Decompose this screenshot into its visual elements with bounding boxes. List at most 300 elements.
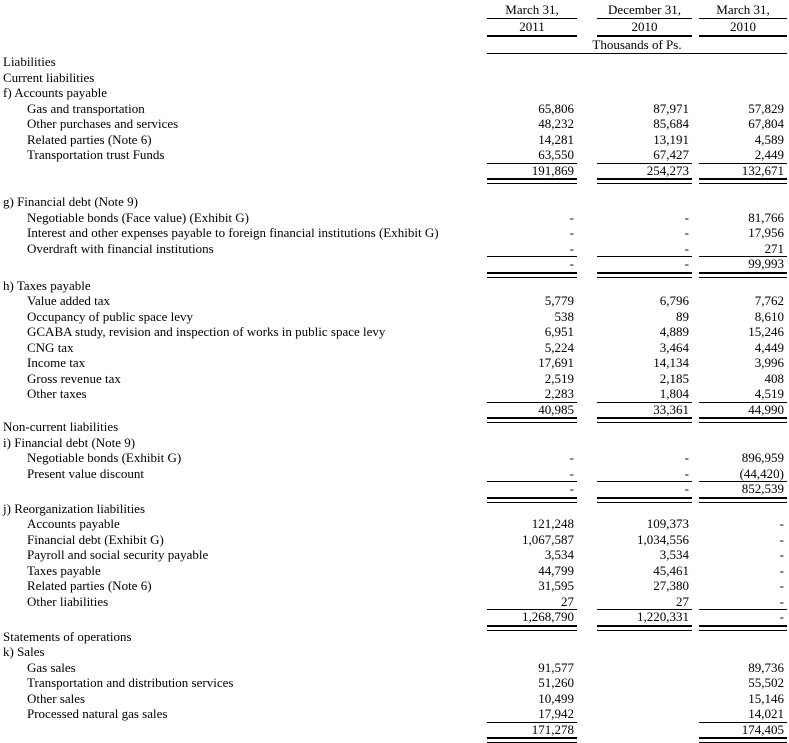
column-gap (577, 481, 597, 497)
column-gap (692, 324, 699, 340)
column-gap (692, 675, 699, 691)
column-gap (692, 340, 699, 356)
column-gap (692, 132, 699, 148)
table-header-period-row (0, 0, 789, 19)
value-march-2011: 5,224 (544, 339, 574, 355)
table-row (0, 194, 789, 210)
row-label: Negotiable bonds (Exhibit G) (27, 450, 182, 465)
value-december-2010: 3,464 (659, 339, 689, 355)
value-march-2011: 17,942 (487, 706, 577, 723)
column-gap (692, 629, 699, 645)
column-gap (692, 309, 699, 325)
column-gap (692, 450, 699, 466)
row-label: Statements of operations (3, 628, 132, 644)
value-march-2011: 65,806 (538, 100, 574, 116)
value-december-2010: 33,361 (597, 402, 692, 418)
table-row (0, 466, 789, 482)
total-row (0, 722, 789, 738)
column-gap (692, 609, 699, 625)
column-header-period-1: March 31, (487, 3, 577, 19)
column-gap (577, 194, 597, 210)
value-march-2010: 132,671 (699, 163, 787, 179)
column-gap (577, 722, 597, 738)
column-gap (692, 355, 699, 371)
row-label: Present value discount (27, 465, 144, 481)
column-gap (577, 706, 597, 723)
column-gap (577, 675, 597, 691)
table-row (0, 241, 789, 257)
value-march-2011: - (487, 241, 577, 258)
column-gap (692, 578, 699, 594)
value-march-2011: - (569, 225, 574, 240)
table-row (0, 563, 789, 579)
value-march-2011: 538 (554, 308, 574, 324)
row-label: Gas and transportation (27, 100, 145, 116)
value-march-2011 (487, 194, 577, 210)
value-march-2010 (699, 278, 787, 294)
total-row (0, 402, 789, 418)
row-label: f) Accounts payable (3, 85, 107, 100)
value-december-2010 (597, 435, 692, 451)
value-march-2011: - (569, 209, 574, 225)
column-gap (692, 419, 699, 435)
value-march-2010: 15,246 (748, 324, 784, 339)
value-december-2010: 89 (676, 308, 689, 324)
row-label: Current liabilities (3, 69, 95, 85)
column-gap (577, 386, 597, 403)
value-december-2010 (597, 501, 692, 517)
value-march-2010 (699, 194, 787, 210)
row-label: Accounts payable (27, 516, 120, 531)
value-march-2011 (487, 85, 577, 101)
column-gap (577, 371, 597, 387)
row-label: Non-current liabilities (3, 419, 119, 434)
row-label: Interest and other expenses payable to foreign financial institutions (Exhibit G) (27, 225, 439, 240)
value-march-2011: 17,691 (538, 355, 574, 370)
value-december-2010: 27 (597, 594, 692, 611)
table-row (0, 85, 789, 101)
value-march-2010: 8,610 (754, 308, 784, 324)
row-label: GCABA study, revision and inspection of works in public space levy (27, 324, 386, 339)
column-gap (692, 563, 699, 579)
row-label: j) Reorganization liabilities (3, 500, 146, 516)
row-label: Gas sales (27, 659, 76, 675)
value-december-2010: 1,804 (597, 386, 692, 403)
column-header-year-3: 2010 (699, 20, 787, 37)
value-december-2010: - (684, 450, 689, 465)
column-gap (577, 532, 597, 548)
column-gap (577, 293, 597, 309)
column-gap (692, 722, 699, 738)
column-gap (692, 516, 699, 532)
column-gap (577, 578, 597, 594)
column-gap (577, 132, 597, 148)
value-march-2010: 44,990 (699, 402, 787, 418)
value-march-2010: - (699, 594, 787, 611)
row-label: Transportation and distribution services (27, 675, 234, 690)
value-december-2010: 1,220,331 (597, 609, 692, 625)
table-row (0, 101, 789, 117)
column-gap (577, 660, 597, 676)
value-march-2011 (487, 278, 577, 294)
row-label (0, 402, 487, 418)
table-header-units-row (0, 37, 789, 54)
column-gap (692, 116, 699, 132)
table-row (0, 594, 789, 610)
value-march-2011: 31,595 (538, 578, 574, 593)
row-label: Other taxes (27, 386, 87, 401)
column-gap (577, 563, 597, 579)
value-march-2011 (487, 644, 577, 660)
column-gap (692, 85, 699, 101)
table-row (0, 340, 789, 356)
row-label: Taxes payable (27, 562, 101, 578)
value-december-2010 (597, 419, 692, 435)
column-header-period-3: March 31, (699, 3, 787, 19)
value-march-2010: 4,449 (754, 339, 784, 355)
value-march-2011: 2,519 (544, 370, 574, 386)
column-gap (692, 371, 699, 387)
column-gap (692, 532, 699, 548)
column-gap (692, 3, 699, 19)
table-row (0, 706, 789, 722)
column-gap (692, 435, 699, 451)
column-gap (692, 386, 699, 403)
row-label: h) Taxes payable (3, 277, 91, 293)
value-march-2011: 3,534 (544, 547, 574, 562)
value-march-2010: 99,993 (699, 256, 787, 272)
row-label: Occupancy of public space levy (27, 308, 194, 324)
row-label: Income tax (27, 355, 86, 370)
column-gap (692, 547, 699, 563)
value-march-2011: - (487, 256, 577, 272)
row-label (0, 722, 487, 738)
value-march-2011: 27 (487, 594, 577, 611)
value-december-2010: - (597, 466, 692, 483)
column-gap (692, 660, 699, 676)
table-row (0, 691, 789, 707)
value-december-2010 (597, 278, 692, 294)
value-march-2011: - (487, 466, 577, 483)
table-body (0, 54, 789, 737)
row-label (0, 256, 487, 272)
row-label: Processed natural gas sales (27, 706, 168, 721)
value-march-2010: 852,539 (699, 481, 787, 497)
table-row (0, 675, 789, 691)
column-gap (577, 3, 597, 19)
table-row (0, 435, 789, 451)
row-label (0, 481, 487, 497)
total-row (0, 609, 789, 625)
value-december-2010 (597, 722, 692, 738)
value-december-2010: 4,889 (659, 324, 689, 339)
units-label: Thousands of Ps. (487, 38, 787, 54)
table-row (0, 309, 789, 325)
value-march-2010 (699, 629, 787, 645)
row-label: Liabilities (3, 54, 56, 69)
value-march-2011: 2,283 (487, 386, 577, 403)
column-gap (577, 594, 597, 611)
total-row (0, 481, 789, 497)
column-gap (692, 241, 699, 258)
table-row (0, 660, 789, 676)
column-gap (577, 516, 597, 532)
column-gap (692, 163, 699, 179)
column-header-year-2: 2010 (597, 20, 692, 37)
column-gap (577, 225, 597, 241)
value-march-2010 (699, 54, 787, 70)
value-march-2010: 15,146 (748, 690, 784, 706)
column-gap (692, 402, 699, 418)
value-december-2010: 13,191 (653, 131, 689, 147)
value-march-2010: 7,762 (754, 293, 784, 308)
table-row (0, 225, 789, 241)
table-row (0, 547, 789, 563)
value-march-2010: 174,405 (699, 722, 787, 738)
value-march-2010: 14,021 (699, 706, 787, 723)
row-label: Other sales (27, 690, 86, 706)
value-december-2010 (597, 644, 692, 660)
value-march-2010: - (779, 531, 784, 547)
table-row (0, 278, 789, 294)
value-march-2010: 89,736 (748, 659, 784, 675)
value-december-2010 (597, 629, 692, 645)
value-march-2010: 3,996 (754, 355, 784, 370)
column-gap (692, 54, 699, 70)
value-march-2011: 191,869 (487, 163, 577, 179)
column-gap (577, 241, 597, 258)
value-march-2011 (487, 70, 577, 86)
value-march-2010: 81,766 (748, 209, 784, 225)
row-label: Payroll and social security payable (27, 547, 209, 562)
table-row (0, 70, 789, 86)
row-label: Gross revenue tax (27, 370, 121, 386)
column-gap (692, 293, 699, 309)
column-gap (577, 70, 597, 86)
column-gap (692, 278, 699, 294)
value-march-2011: 171,278 (487, 722, 577, 738)
table-row (0, 355, 789, 371)
value-march-2010 (699, 70, 787, 86)
value-december-2010: 14,134 (653, 355, 689, 370)
value-march-2010: 271 (699, 241, 787, 258)
value-december-2010: 109,373 (646, 516, 689, 531)
table-row (0, 54, 789, 70)
row-label: Overdraft with financial institutions (27, 240, 214, 256)
value-march-2011 (487, 419, 577, 435)
column-gap (577, 324, 597, 340)
column-gap (577, 19, 597, 37)
value-march-2011: 10,499 (538, 690, 574, 706)
value-march-2010: 896,959 (741, 450, 784, 465)
table-row (0, 116, 789, 132)
row-label: Related parties (Note 6) (27, 131, 152, 147)
value-march-2010: - (779, 562, 784, 578)
column-gap (577, 435, 597, 451)
table-row (0, 532, 789, 548)
table-row (0, 644, 789, 660)
value-march-2010: 408 (764, 370, 784, 386)
table-row (0, 516, 789, 532)
column-gap (692, 210, 699, 226)
value-march-2011: 48,232 (538, 116, 574, 131)
column-gap (692, 691, 699, 707)
header-label-spacer (0, 3, 487, 19)
value-march-2011: 121,248 (531, 516, 574, 531)
row-label: Financial debt (Exhibit G) (27, 531, 164, 547)
column-gap (692, 501, 699, 517)
value-march-2010 (699, 501, 787, 517)
value-march-2010: - (699, 609, 787, 625)
column-gap (577, 101, 597, 117)
table-row (0, 386, 789, 402)
value-december-2010: - (597, 481, 692, 497)
value-december-2010 (597, 706, 692, 723)
value-march-2010: 57,829 (748, 100, 784, 116)
value-december-2010 (597, 660, 692, 676)
column-gap (577, 163, 597, 179)
value-march-2010: - (779, 547, 784, 562)
column-gap (577, 116, 597, 132)
column-gap (692, 101, 699, 117)
value-march-2011: 91,577 (538, 659, 574, 675)
value-march-2010: 4,519 (699, 386, 787, 403)
column-header-year-1: 2011 (487, 20, 577, 37)
value-december-2010 (597, 691, 692, 707)
row-label (0, 609, 487, 625)
value-march-2011 (487, 629, 577, 645)
value-december-2010: - (597, 241, 692, 258)
value-march-2011: 44,799 (538, 562, 574, 578)
row-label: k) Sales (3, 644, 45, 659)
total-row (0, 163, 789, 179)
row-label: g) Financial debt (Note 9) (3, 194, 139, 209)
value-december-2010: 87,971 (653, 100, 689, 116)
value-march-2010 (699, 435, 787, 451)
value-march-2011: 63,550 (487, 147, 577, 164)
value-march-2010: 4,589 (754, 131, 784, 147)
value-december-2010: - (684, 225, 689, 240)
column-gap (577, 85, 597, 101)
column-gap (577, 309, 597, 325)
value-march-2010: (44,420) (699, 466, 787, 483)
value-december-2010: 1,034,556 (637, 531, 689, 547)
value-march-2011: 40,985 (487, 402, 577, 418)
value-march-2010: 17,956 (748, 225, 784, 240)
value-december-2010: - (684, 209, 689, 225)
total-row (0, 256, 789, 272)
column-gap (577, 256, 597, 272)
value-december-2010 (597, 85, 692, 101)
column-gap (577, 402, 597, 418)
column-gap (692, 594, 699, 611)
table-header-year-row (0, 19, 789, 37)
value-march-2010: 67,804 (748, 116, 784, 131)
row-label: Related parties (Note 6) (27, 578, 152, 593)
header-label-spacer (0, 19, 487, 37)
table-row (0, 419, 789, 435)
column-gap (692, 466, 699, 483)
column-gap (577, 278, 597, 294)
value-march-2010: 55,502 (748, 675, 784, 690)
column-gap (577, 691, 597, 707)
value-march-2011: 1,268,790 (487, 609, 577, 625)
table-row (0, 501, 789, 517)
value-march-2011: 14,281 (538, 131, 574, 147)
row-label: Value added tax (27, 293, 111, 308)
value-december-2010: 2,185 (659, 370, 689, 386)
row-label: Transportation trust Funds (27, 147, 165, 162)
column-gap (577, 644, 597, 660)
value-march-2011: - (569, 450, 574, 465)
value-december-2010: 6,796 (659, 293, 689, 308)
column-gap (692, 256, 699, 272)
column-gap (577, 355, 597, 371)
column-gap (692, 644, 699, 660)
value-march-2011 (487, 501, 577, 517)
table-row (0, 450, 789, 466)
table-row (0, 371, 789, 387)
value-december-2010 (597, 70, 692, 86)
value-march-2010: - (779, 516, 784, 531)
column-gap (577, 340, 597, 356)
value-december-2010: 85,684 (653, 116, 689, 131)
value-december-2010: 3,534 (659, 547, 689, 562)
value-march-2011 (487, 54, 577, 70)
value-december-2010: 27,380 (653, 578, 689, 593)
column-gap (577, 147, 597, 164)
column-gap (692, 706, 699, 723)
row-label: Negotiable bonds (Face value) (Exhibit G) (27, 209, 250, 225)
header-label-spacer (0, 37, 487, 54)
value-march-2010 (699, 419, 787, 435)
column-gap (692, 147, 699, 164)
column-gap (577, 466, 597, 483)
column-gap (577, 210, 597, 226)
column-gap (577, 609, 597, 625)
value-december-2010 (597, 194, 692, 210)
column-gap (577, 547, 597, 563)
value-march-2011 (487, 435, 577, 451)
row-label: Other liabilities (27, 593, 109, 609)
value-december-2010 (597, 54, 692, 70)
value-march-2011: 51,260 (538, 675, 574, 690)
value-march-2010: 2,449 (699, 147, 787, 164)
value-march-2011: 1,067,587 (522, 531, 574, 547)
table-row (0, 147, 789, 163)
table-row (0, 578, 789, 594)
row-label: Other purchases and services (27, 116, 179, 131)
value-march-2011: 5,779 (544, 293, 574, 308)
column-gap (577, 419, 597, 435)
table-row (0, 293, 789, 309)
table-row (0, 132, 789, 148)
value-december-2010: 67,427 (597, 147, 692, 164)
column-gap (692, 194, 699, 210)
column-gap (692, 225, 699, 241)
table-row (0, 210, 789, 226)
column-gap (577, 501, 597, 517)
table-row (0, 629, 789, 645)
value-december-2010 (597, 675, 692, 691)
value-march-2010: - (779, 578, 784, 593)
value-march-2010 (699, 85, 787, 101)
value-december-2010: - (597, 256, 692, 272)
value-march-2011: - (487, 481, 577, 497)
column-gap (692, 19, 699, 37)
column-gap (577, 450, 597, 466)
column-gap (692, 481, 699, 497)
